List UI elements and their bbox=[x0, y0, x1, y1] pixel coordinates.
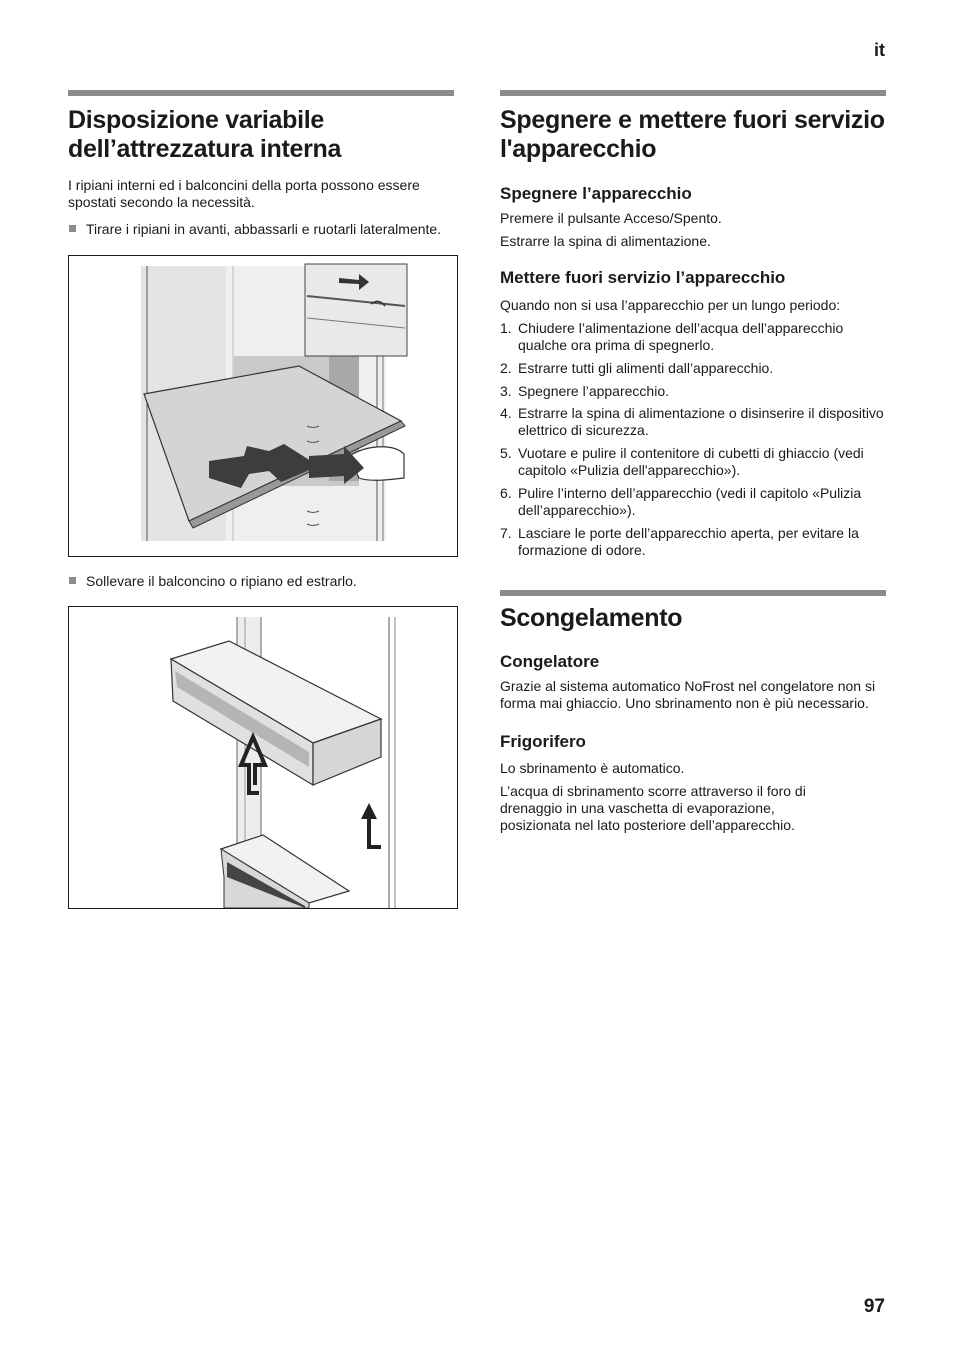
shelf-illustration-icon bbox=[69, 256, 457, 556]
left-column bbox=[68, 90, 458, 909]
section-title-disposizione: Disposizione variabile dell’attrezzatura interna bbox=[68, 106, 342, 163]
step-number: 1. bbox=[500, 320, 512, 336]
list-item bbox=[500, 360, 886, 377]
congelatore-text: Grazie al sistema automatico NoFrost nel congelatore non si forma mai ghiaccio. Uno sbrinamento non è più necessario. bbox=[500, 678, 876, 711]
steps-list bbox=[500, 320, 886, 559]
text-line: Premere il pulsante Acceso/Spento. bbox=[500, 210, 722, 226]
step-number: 4. bbox=[500, 405, 512, 421]
subtitle-fuori-servizio: Mettere fuori servizio l’apparecchio bbox=[500, 268, 786, 287]
section-rule bbox=[500, 90, 886, 96]
list-item bbox=[500, 320, 886, 354]
steps-intro: Quando non si usa l’apparecchio per un lungo periodo: bbox=[500, 297, 841, 313]
step-text: Chiudere l’alimentazione dell’acqua dell’apparecchio qualche ora prima di spegnerlo. bbox=[518, 320, 844, 353]
section-rule bbox=[500, 590, 886, 596]
subtitle-frigorifero: Frigorifero bbox=[500, 732, 586, 751]
right-column bbox=[500, 90, 886, 834]
list-item bbox=[500, 405, 886, 439]
step-text: Vuotare e pulire il contenitore di cubetti di ghiaccio (vedi capitolo «Pulizia dell'apparecchio»). bbox=[518, 445, 864, 478]
step-number: 3. bbox=[500, 383, 512, 399]
step-text: Estrarre tutti gli alimenti dall’apparecchio. bbox=[518, 360, 774, 376]
list-item bbox=[500, 445, 886, 479]
figure-balcony-illustration bbox=[68, 606, 458, 909]
step-number: 7. bbox=[500, 525, 512, 541]
bullet-text: Sollevare il balconcino o ripiano ed estrarlo. bbox=[86, 573, 357, 589]
list-item bbox=[500, 525, 886, 559]
step-text: Spegnere l’apparecchio. bbox=[518, 383, 669, 399]
section-title-spegnere: Spegnere e mettere fuori servizio l'apparecchio bbox=[500, 106, 885, 163]
frigorifero-text-2: L’acqua di sbrinamento scorre attraverso il foro di drenaggio in una vaschetta di evaporazione, posizionata nel lato posteriore dell’apparecchio. bbox=[500, 783, 806, 833]
step-text: Pulire l’interno dell’apparecchio (vedi il capitolo «Pulizia dell’apparecchio»). bbox=[518, 485, 862, 518]
bullet-square-icon bbox=[69, 577, 76, 584]
frigorifero-text-1: Lo sbrinamento è automatico. bbox=[500, 760, 685, 776]
step-number: 2. bbox=[500, 360, 512, 376]
step-text: Lasciare le porte dell’apparecchio aperta, per evitare la formazione di odore. bbox=[518, 525, 859, 558]
list-item bbox=[500, 485, 886, 519]
figure-shelf-illustration bbox=[68, 255, 458, 557]
text-line: Estrarre la spina di alimentazione. bbox=[500, 233, 711, 249]
door-balcony-illustration-icon bbox=[69, 607, 457, 908]
intro-text: I ripiani interni ed i balconcini della porta possono essere spostati secondo la necessità. bbox=[68, 177, 420, 210]
step-text: Estrarre la spina di alimentazione o disinserire il dispositivo elettrico di sicurezza. bbox=[518, 405, 884, 438]
list-item bbox=[500, 383, 886, 400]
subtitle-spegnere: Spegnere l’apparecchio bbox=[500, 184, 692, 203]
section-title-scongelamento: Scongelamento bbox=[500, 604, 683, 632]
bullet-square-icon bbox=[69, 225, 76, 232]
step-number: 6. bbox=[500, 485, 512, 501]
subtitle-congelatore: Congelatore bbox=[500, 652, 600, 671]
step-number: 5. bbox=[500, 445, 512, 461]
page-number: 97 bbox=[863, 1296, 885, 1317]
language-tag: it bbox=[874, 40, 885, 60]
section-rule bbox=[68, 90, 454, 96]
bullet-balcony bbox=[68, 573, 458, 590]
bullet-shelves bbox=[68, 221, 458, 238]
bullet-text: Tirare i ripiani in avanti, abbassarli e ruotarli lateralmente. bbox=[86, 221, 442, 237]
